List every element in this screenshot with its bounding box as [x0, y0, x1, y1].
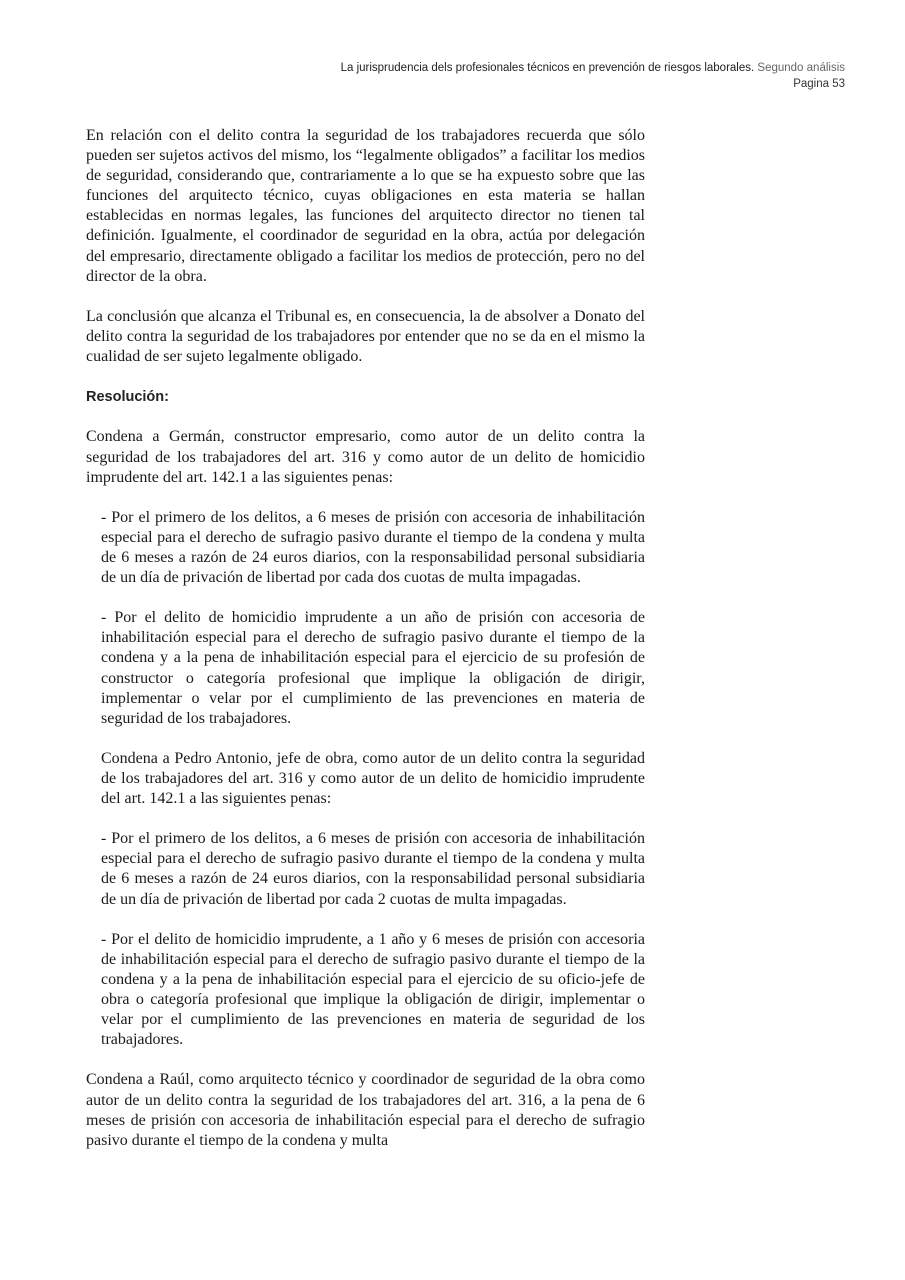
paragraph-condena-raul: Condena a Raúl, como arquitecto técnico y coordinador de seguridad de la obra como autor de un delito contra la seguridad de los trabajadores del art. 316, a la pena de 6 meses de prisión con accesoria de inhabilitación especial para el derecho de sufragio pasivo durante el tiempo de la condena y multa [86, 1071, 645, 1149]
paragraph-german-pena-2: - Por el delito de homicidio imprudente a un año de prisión con accesoria de inhabilitación especial para el derecho de sufragio pasivo durante el tiempo de la condena y a la pena de inhabilitación especial para el ejercicio de su profesión de constructor o categoría profesional que implique la obligación de dirigir, implementar o velar por el cumplimiento de las prevenciones en materia de seguridad de los trabajadores. [101, 609, 645, 727]
paragraph-pedro-pena-1: - Por el primero de los delitos, a 6 meses de prisión con accesoria de inhabilitación especial para el derecho de sufragio pasivo durante el tiempo de la condena y multa de 6 meses a razón de 24 euros diarios, con la responsabilidad personal subsidiaria de un día de privación de libertad por cada 2 cuotas de multa impagadas. [101, 830, 645, 908]
page-number: Pagina 53 [793, 78, 845, 90]
paragraph-pedro-pena-2: - Por el delito de homicidio imprudente, a 1 año y 6 meses de prisión con accesoria de inhabilitación especial para el derecho de sufragio pasivo durante el tiempo de la condena y a la pena de inhabilitación especial para el ejercicio de su oficio-jefe de obra o categoría profesional que implique la obligación de dirigir, implementar o velar por el cumplimiento de las prevenciones en materia de seguridad de los trabajadores. [101, 930, 645, 1049]
header-section: Segundo análisis [757, 62, 845, 74]
header-title: La jurisprudencia dels profesionales técnicos en prevención de riesgos laborales. [340, 62, 755, 74]
section-heading-resolucion: Resolución: [86, 389, 169, 406]
paragraph-delito-seguridad: En relación con el delito contra la seguridad de los trabajadores recuerda que sólo pueden ser sujetos activos del mismo, los “legalmente obligados” a facilitar los medios de seguridad, considerando que, contrariamente a lo que se ha expuesto sobre que las funciones del arquitecto técnico, cuyas obligaciones en esta materia se hallan establecidas en normas legales, las funciones del arquitecto director no tienen tal definición. Igualmente, el coordinador de seguridad en la obra, actúa por delegación del empresario, directamente obligado a facilitar los medios de protección, pero no del director de la obra. [86, 127, 645, 285]
running-header [341, 60, 845, 92]
page-body [86, 126, 645, 1171]
paragraph-conclusion-tribunal: La conclusión que alcanza el Tribunal es, en consecuencia, la de absolver a Donato del delito contra la seguridad de los trabajadores por entender que no se da en el mismo la cualidad de ser sujeto legalmente obligado. [86, 307, 645, 366]
paragraph-condena-pedro-antonio: Condena a Pedro Antonio, jefe de obra, como autor de un delito contra la seguridad de los trabajadores del art. 316 y como autor de un delito de homicidio imprudente del art. 142.1 a las siguientes penas: [101, 749, 645, 808]
paragraph-condena-german: Condena a Germán, constructor empresario, como autor de un delito contra la seguridad de los trabajadores del art. 316 y como autor de un delito de homicidio imprudente del art. 142.1 a las siguientes penas: [86, 428, 645, 486]
paragraph-german-pena-1: - Por el primero de los delitos, a 6 meses de prisión con accesoria de inhabilitación especial para el derecho de sufragio pasivo durante el tiempo de la condena y multa de 6 meses a razón de 24 euros diarios, con la responsabilidad personal subsidiaria de un día de privación de libertad por cada dos cuotas de multa impagadas. [101, 508, 645, 587]
